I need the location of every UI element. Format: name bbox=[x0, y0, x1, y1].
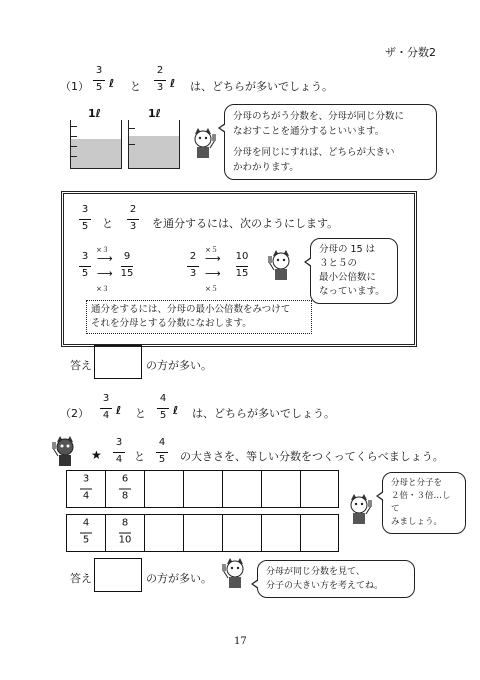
grid-cell[interactable]: 4 5 bbox=[67, 515, 106, 551]
grid-cell[interactable] bbox=[223, 515, 262, 551]
cat-mascot-icon bbox=[346, 494, 372, 528]
conv1-multiplier-bottom: ×３ bbox=[96, 285, 109, 293]
q1-unit-b: ℓ bbox=[170, 77, 176, 90]
beaker-2 bbox=[128, 120, 180, 169]
grid-cell[interactable] bbox=[145, 471, 184, 507]
beaker-2-label: 1ℓ bbox=[148, 107, 161, 120]
conv2-from: 2 3 bbox=[186, 252, 200, 281]
instr-fraction-b: 4 5 bbox=[155, 438, 169, 467]
conv1-arrow-bottom-icon: ⟶ bbox=[97, 267, 113, 280]
grid-cell[interactable]: 8 10 bbox=[106, 515, 145, 551]
cat-mascot-icon bbox=[52, 436, 78, 470]
conv1-to: 9 15 bbox=[120, 251, 134, 279]
page-title: ザ・分数2 bbox=[385, 46, 436, 59]
conv2-multiplier-top: ×５ bbox=[205, 246, 218, 254]
beaker-1-label: 1ℓ bbox=[88, 107, 101, 120]
grid-cell[interactable] bbox=[262, 515, 301, 551]
instr-fraction-a: 3 4 bbox=[112, 438, 126, 467]
cat-mascot-icon bbox=[222, 558, 248, 592]
box-fraction-b: 2 3 bbox=[126, 205, 140, 234]
q1-tip-bubble: 分母のちがう分数を、分母が同じ分数に なおすことを通分するといいます。 分母を同じにすれば、どちらが大きい かわかります。 bbox=[224, 104, 437, 180]
q2-instruction: の大きさを、等しい分数をつくってくらべましょう。 bbox=[180, 450, 444, 463]
page-number: 17 bbox=[234, 636, 247, 647]
hint-bubble: 分母が同じ分数を見て、 分子の大きい方を考えてね。 bbox=[257, 560, 415, 598]
q2-answer-label: 答え bbox=[70, 572, 92, 585]
star-icon: ★ bbox=[91, 448, 102, 462]
box-fraction-a: 3 5 bbox=[78, 205, 92, 234]
beaker-1-water bbox=[71, 139, 121, 168]
conv2-to: 10 15 bbox=[235, 251, 249, 279]
instr-and: と bbox=[134, 450, 145, 463]
grid-cell[interactable]: 3 4 bbox=[67, 471, 106, 507]
q1-fraction-a: 3 5 bbox=[92, 66, 106, 95]
q1-answer-label: 答え bbox=[70, 359, 92, 372]
grid-cell[interactable]: 6 8 bbox=[106, 471, 145, 507]
equivalent-fractions-row-4-5 bbox=[66, 514, 339, 552]
grid-cell[interactable] bbox=[184, 515, 223, 551]
q2-question: は、どちらが多いでしょう。 bbox=[192, 407, 335, 420]
q2-unit-a: ℓ bbox=[116, 404, 122, 417]
cat-mascot-icon bbox=[268, 250, 294, 284]
q1-answer-box[interactable] bbox=[94, 345, 142, 379]
conv2-arrow-bottom-icon: ⟶ bbox=[205, 267, 221, 280]
q1-answer-suffix: の方が多い。 bbox=[146, 359, 212, 372]
conv1-arrow-top-icon: ⟶ bbox=[97, 252, 113, 265]
cat-mascot-icon bbox=[190, 128, 216, 162]
q1-fraction-b: 2 3 bbox=[153, 66, 167, 95]
grid-cell[interactable] bbox=[223, 471, 262, 507]
conv2-arrow-top-icon: ⟶ bbox=[205, 252, 221, 265]
lcm-note: 通分をするには、分母の最小公倍数をみつけて それを分母とする分数になおします。 bbox=[86, 300, 312, 334]
q1-question: は、どちらが多いでしょう。 bbox=[190, 80, 333, 93]
grid-cell[interactable] bbox=[184, 471, 223, 507]
q2-answer-box[interactable] bbox=[94, 558, 142, 592]
box-intro-text: を通分するには、次のようにします。 bbox=[152, 217, 339, 230]
q1-and: と bbox=[130, 80, 141, 93]
grid-cell[interactable] bbox=[262, 471, 301, 507]
conv1-from: 3 5 bbox=[78, 252, 92, 281]
question-2-number: （2） bbox=[60, 407, 89, 420]
beaker-1 bbox=[70, 120, 122, 169]
conv1-multiplier-top: ×３ bbox=[96, 246, 109, 254]
grid-cell[interactable] bbox=[301, 515, 340, 551]
grid-cell[interactable] bbox=[301, 471, 340, 507]
lcm-tip-bubble: 分母の 15 は ３と５の 最小公倍数に なっています。 bbox=[310, 238, 398, 304]
question-1-number: （1） bbox=[60, 80, 89, 93]
beaker-2-water bbox=[129, 136, 179, 168]
box-and: と bbox=[102, 217, 113, 230]
q2-fraction-a: 3 4 bbox=[99, 394, 113, 423]
multiply-tip-bubble: 分母と分子を ２倍・３倍…して みましょう。 bbox=[382, 472, 466, 534]
q2-answer-suffix: の方が多い。 bbox=[146, 572, 212, 585]
conv2-multiplier-bottom: ×５ bbox=[205, 285, 218, 293]
q1-unit-a: ℓ bbox=[109, 77, 115, 90]
q2-fraction-b: 4 5 bbox=[156, 394, 170, 423]
q2-unit-b: ℓ bbox=[173, 404, 179, 417]
grid-cell[interactable] bbox=[145, 515, 184, 551]
equivalent-fractions-row-3-4 bbox=[66, 470, 339, 508]
q2-and: と bbox=[135, 407, 146, 420]
